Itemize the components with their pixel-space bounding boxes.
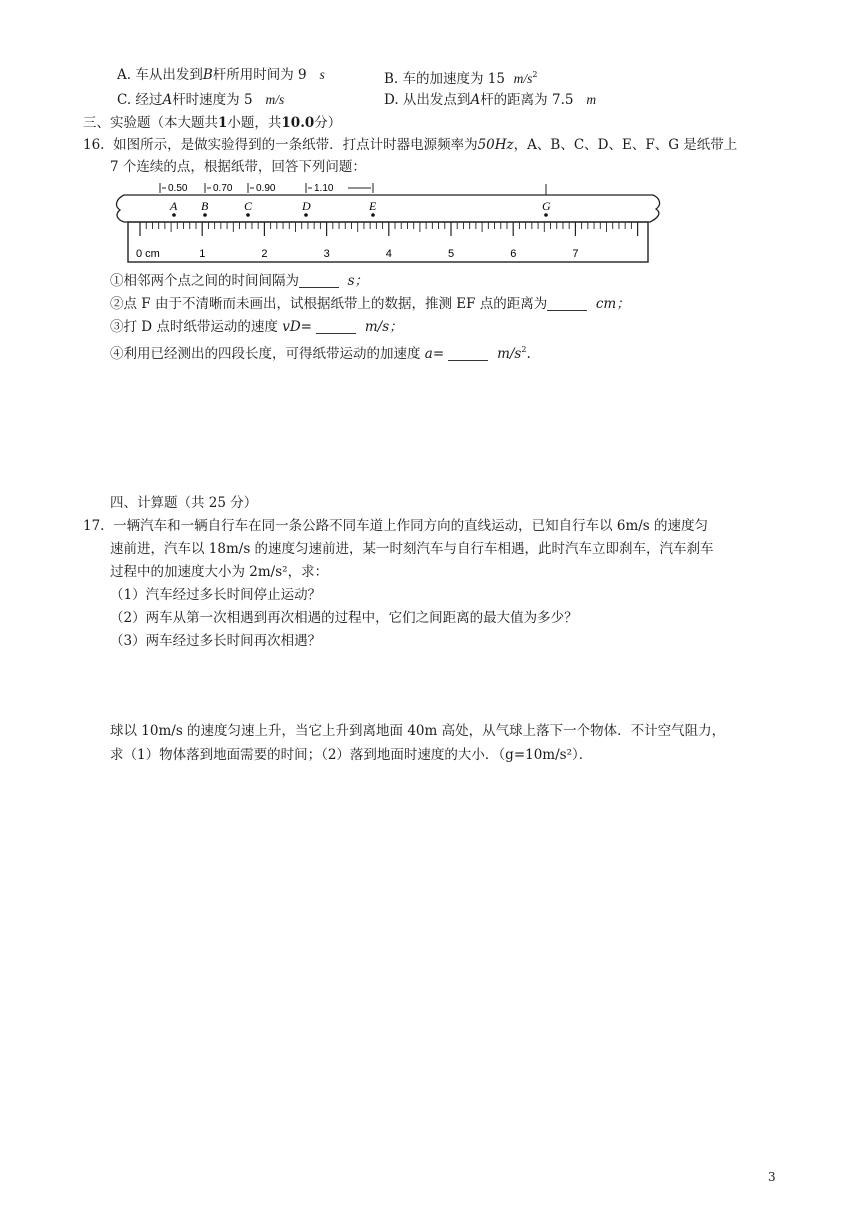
tape-point-dot [172,213,176,217]
q17-sub3: （3）两车经过多长时间再次相遇？ [110,633,322,649]
tape-point-label: B [201,199,209,213]
tape-ruler-figure [110,182,670,268]
page-number: 3 [768,1170,776,1184]
q17-line1: 17. 一辆汽车和一辆自行车在同一条公路不同车道上作同方向的直线运动，已知自行车以 6m/s 的速度匀 [83,518,709,534]
answer-blank[interactable] [316,319,356,334]
tape-point-dot [246,213,250,217]
tape-point-label: A [170,199,178,213]
tape-point-label: C [244,199,253,213]
answer-blank[interactable] [547,296,587,311]
ruler-number: 4 [385,248,392,260]
ruler-number: 7 [572,248,579,260]
tape-point-label: G [542,199,551,213]
q16-sub1: ①相邻两个点之间的时间间隔为 s； [110,273,369,289]
tape-point-dot [371,213,375,217]
answer-blank[interactable] [299,273,339,288]
q17-line3: 过程中的加速度大小为 2m/s²，求： [110,564,329,580]
tape-point-label: D [302,199,311,213]
option-b: B. 车的加速度为 15 $m/s^2$ [384,70,538,87]
tape-point-label: E [369,199,377,213]
ruler-number: 0 cm [136,248,160,260]
q17-line2: 速前进，汽车以 18m/s 的速度匀速前进，某一时刻汽车与自行车相遇，此时汽车立即刹车，汽车刹车 [110,541,714,557]
ruler-number: 1 [199,248,206,260]
section4-heading: 四、计算题（共 25 分） [110,495,258,511]
q18-line2: 求（1）物体落到地面需要的时间；（2）落到地面时速度的大小．（g=10m/s²）． [110,747,593,763]
ruler-number: 2 [261,248,268,260]
q16-sub2: ②点 F 由于不清晰而未画出，试根据纸带上的数据，推测 EF 点的距离为 cm； [110,296,630,312]
paper-tape [117,195,660,222]
option-d: D. 从出发点到A杆的距离为 7.5 m [384,92,597,108]
ruler-number: 5 [448,248,455,260]
tape-point-dot [304,213,308,217]
segment-label: 0.50 [168,183,188,194]
q16-line2: 7 个连续的点，根据纸带，回答下列问题： [110,159,366,175]
answer-blank[interactable] [448,346,488,361]
tape-point-dot [544,213,548,217]
q17-sub2: （2）两车从第一次相遇到再次相遇的过程中，它们之间距离的最大值为多少？ [110,610,578,626]
tape-point-dot [203,213,207,217]
option-a: A. 车从出发到B杆所用时间为 9 s [117,67,325,83]
ruler-ticks [140,222,638,236]
segment-label: 0.90 [256,183,276,194]
q16-sub3: ③打 D 点时纸带运动的速度 vD= m/s； [110,319,403,335]
option-c: C. 经过A杆时速度为 5 m/s [117,92,285,108]
q17-sub1: （1）汽车经过多长时间停止运动？ [110,587,322,603]
q18-line1: 球以 10m/s 的速度匀速上升，当它上升到离地面 40m 高处，从气球上落下一个物体．不计空气阻力， [110,723,726,739]
ruler-number: 6 [510,248,517,260]
segment-label: 0.70 [213,183,233,194]
ruler-number: 3 [323,248,330,260]
q16-sub4: ④利用已经测出的四段长度，可得纸带运动的加速度 a= $m/s^2$. [110,345,531,362]
segment-label: 1.10 [314,183,334,194]
q16-line1: 16. 如图所示，是做实验得到的一条纸带．打点计时器电源频率为50Hz，A、B、C、D、E、F、G 是纸带上 [83,137,738,153]
section3-heading: 三、实验题（本大题共1小题，共10.0分） [83,115,342,131]
